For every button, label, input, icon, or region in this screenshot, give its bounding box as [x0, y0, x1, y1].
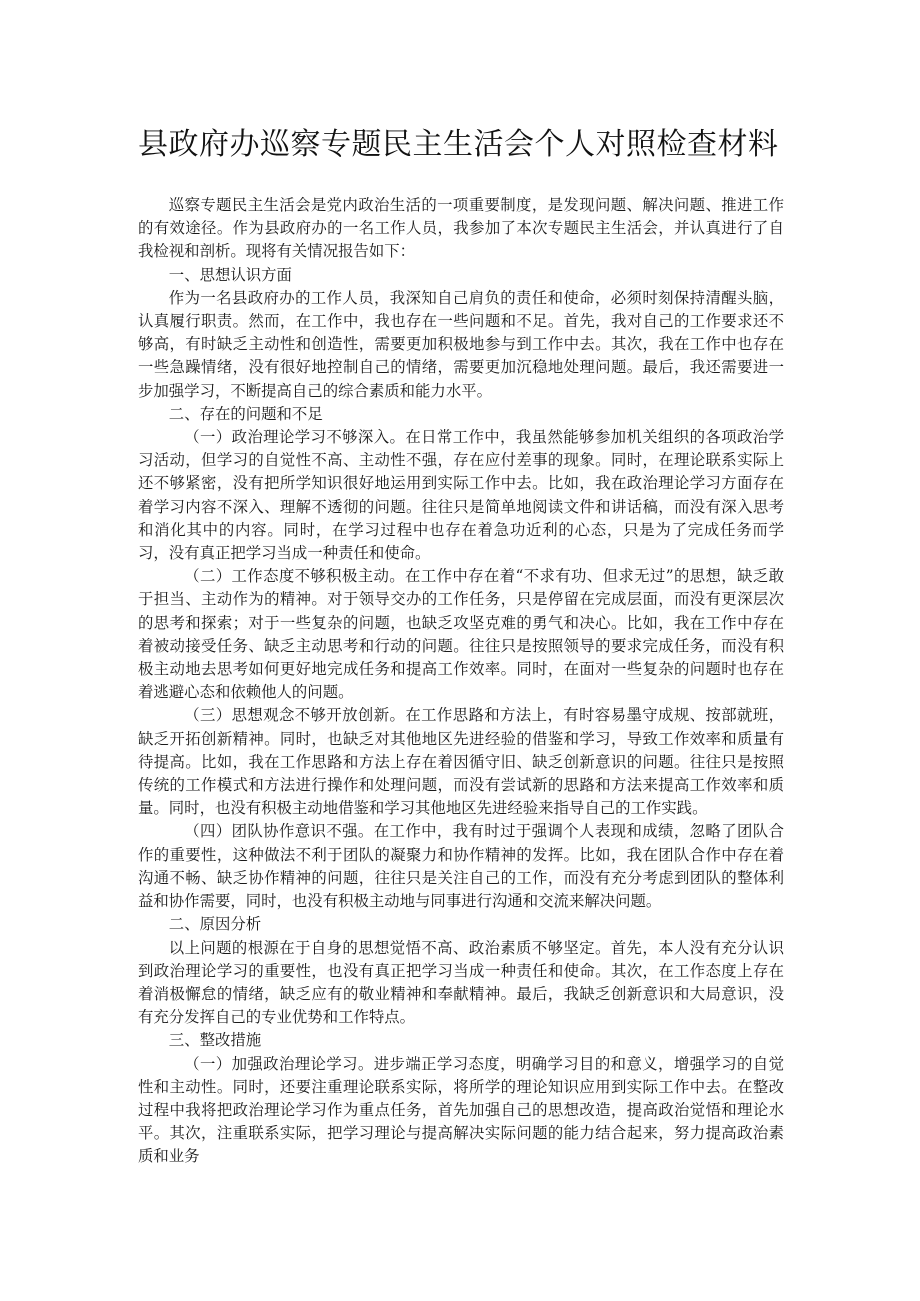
- paragraph-problem-2: （二）工作态度不够积极主动。在工作中存在着“不求有功、但求无过”的思想，缺乏敢于担当、主动作为的精神。对于领导交办的工作任务，只是停留在完成层面，而没有更深层次的思考和探索；对于一些复杂的问题，也缺乏攻坚克难的勇气和决心。比如，我在工作中存在着被动接受任务、缺乏主动思考和行动的问题。往往只是按照领导的要求完成任务，而没有积极主动地去思考如何更好地完成任务和提高工作效率。同时，在面对一些复杂的问题时也存在着逃避心态和依赖他人的问题。: [138, 567, 784, 702]
- document-page: [138, 126, 784, 1169]
- paragraph-problem-4: （四）团队协作意识不强。在工作中，我有时过于强调个人表现和成绩，忽略了团队合作的重要性，这种做法不利于团队的凝聚力和协作精神的发挥。比如，我在团队合作中存在着沟通不畅、缺乏协作精神的问题，往往只是关注自己的工作，而没有充分考虑到团队的整体利益和协作需要，同时，也没有积极主动地与同事进行沟通和交流来解决问题。: [138, 822, 784, 911]
- document-title: 县政府办巡察专题民主生活会个人对照检查材料: [138, 127, 779, 162]
- section-heading-causes: 二、原因分析: [168, 915, 262, 934]
- section-heading-problems: 二、存在的问题和不足: [168, 404, 323, 423]
- intro-paragraph: 巡察专题民主生活会是党内政治生活的一项重要制度，是发现问题、解决问题、推进工作的有效途径。作为县政府办的一名工作人员，我参加了本次专题民主生活会，并认真进行了自我检视和剖析。现将有关情况报告如下：: [138, 196, 784, 261]
- paragraph-causes: 以上问题的根源在于自身的思想觉悟不高、政治素质不够坚定。首先，本人没有充分认识到政治理论学习的重要性，也没有真正把学习当成一种责任和使命。其次，在工作态度上存在着消极懈怠的情绪，缺乏应有的敬业精神和奉献精神。最后，我缺乏创新意识和大局意识，没有充分发挥自己的专业优势和工作特点。: [138, 938, 784, 1027]
- section-heading-thinking: 一、思想认识方面: [168, 265, 292, 284]
- paragraph-problem-3: （三）思想观念不够开放创新。在工作思路和方法上，有时容易墨守成规、按部就班，缺乏开拓创新精神。同时，也缺乏对其他地区先进经验的借鉴和学习，导致工作效率和质量有待提高。比如，我在工作思路和方法上存在着因循守旧、缺乏创新意识的问题。往往只是按照传统的工作模式和方法进行操作和处理问题，而没有尝试新的思路和方法来提高工作效率和质量。同时，也没有积极主动地借鉴和学习其他地区先进经验来指导自己的工作实践。: [138, 706, 784, 818]
- section-heading-measures: 三、整改措施: [168, 1031, 262, 1050]
- paragraph-thinking: 作为一名县政府办的工作人员，我深知自己肩负的责任和使命，必须时刻保持清醒头脑，认真履行职责。然而，在工作中，我也存在一些问题和不足。首先，我对自己的工作要求还不够高，有时缺乏主动性和创造性，需要更加积极地参与到工作中去。其次，我在工作中也存在一些急躁情绪，没有很好地控制自己的情绪，需要更加沉稳地处理问题。最后，我还需要进一步加强学习，不断提高自己的综合素质和能力水平。: [138, 288, 784, 400]
- paragraph-problem-1: （一）政治理论学习不够深入。在日常工作中，我虽然能够参加机关组织的各项政治学习活动，但学习的自觉性不高、主动性不强，存在应付差事的现象。同时，在理论联系实际上还不够紧密，没有把所学知识很好地运用到实际工作中去。比如，我在政治理论学习方面存在着学习内容不深入、理解不透彻的问题。往往只是简单地阅读文件和讲话稿，而没有深入思考和消化其中的内容。同时，在学习过程中也存在着急功近利的心态，只是为了完成任务而学习，没有真正把学习当成一种责任和使命。: [138, 428, 784, 563]
- paragraph-measure-1: （一）加强政治理论学习。进步端正学习态度，明确学习目的和意义，增强学习的自觉性和主动性。同时，还要注重理论联系实际，将所学的理论知识应用到实际工作中去。在整改过程中我将把政治理论学习作为重点任务，首先加强自己的思想改造，提高政治觉悟和理论水平。其次，注重联系实际，把学习理论与提高解决实际问题的能力结合起来，努力提高政治素质和业务: [138, 1054, 784, 1166]
